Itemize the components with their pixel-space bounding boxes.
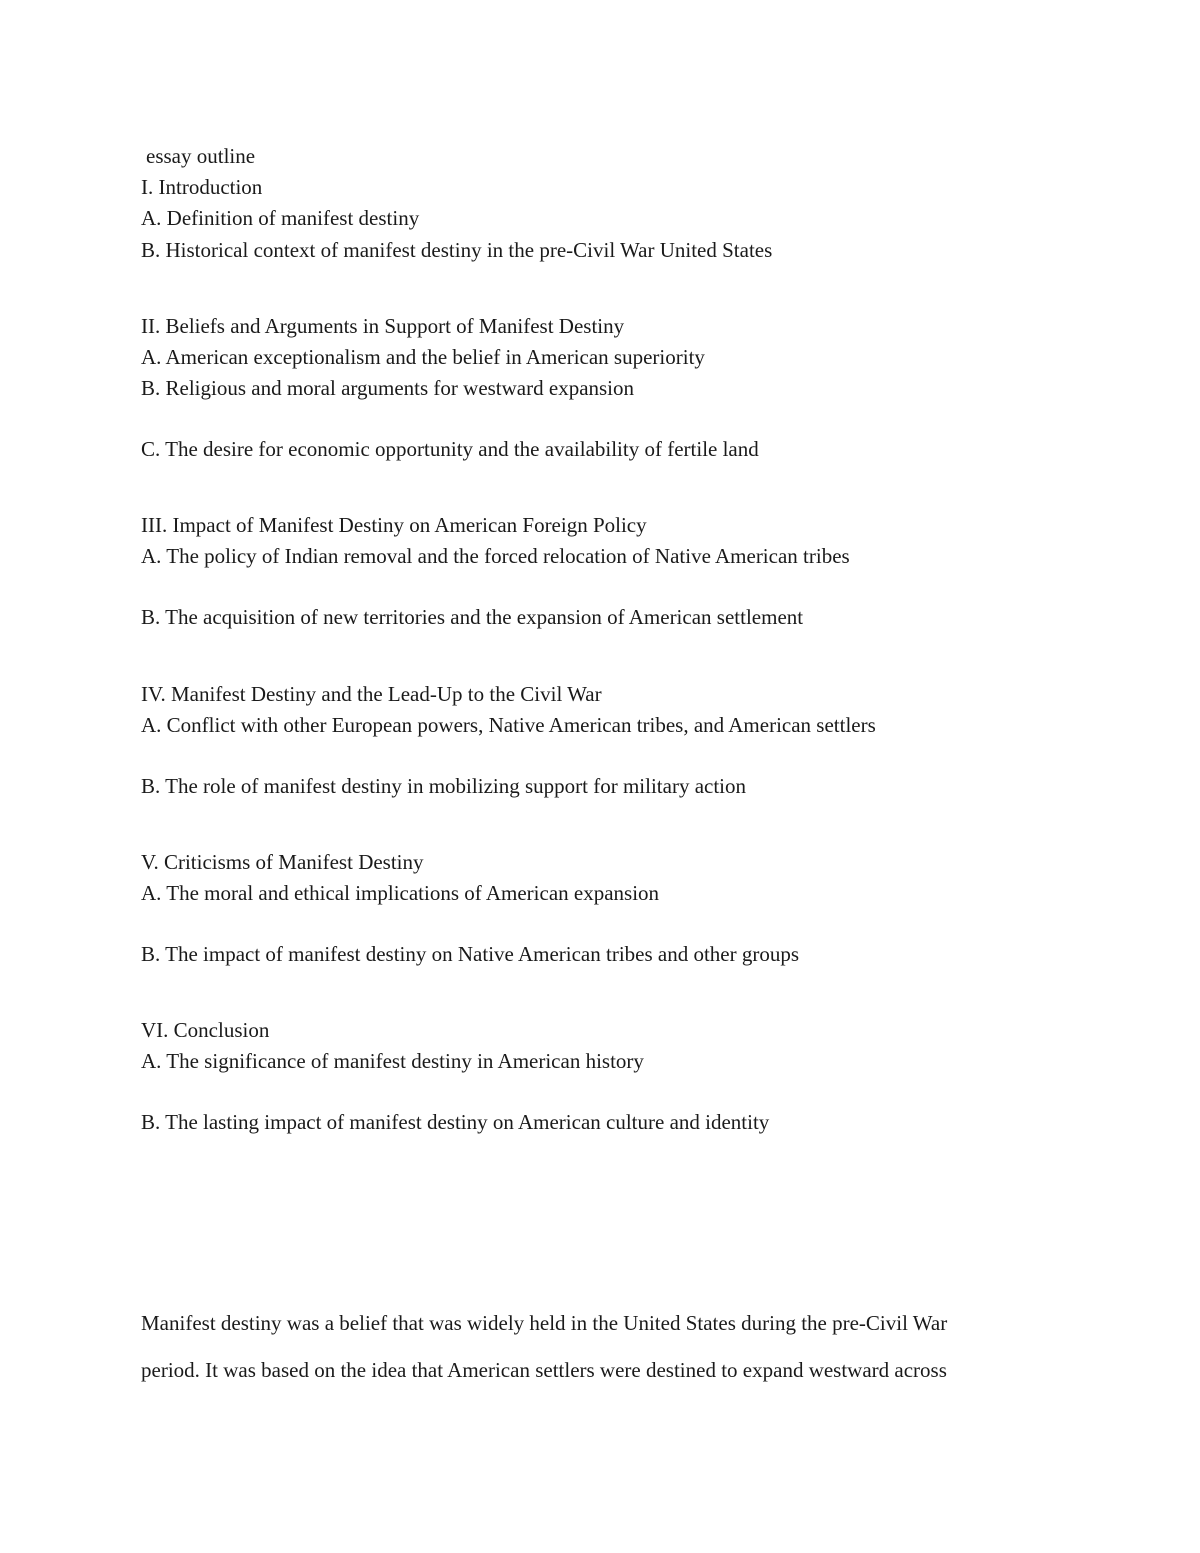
outline-item: A. American exceptionalism and the belief in American superiority bbox=[141, 345, 705, 369]
section-heading-introduction: I. Introduction bbox=[141, 175, 263, 199]
outline-item: B. The lasting impact of manifest destiny on American culture and identity bbox=[141, 1110, 770, 1134]
outline-title: essay outline bbox=[146, 144, 256, 168]
outline-item: A. The policy of Indian removal and the forced relocation of Native American tribes bbox=[141, 544, 850, 568]
outline-item: B. The role of manifest destiny in mobilizing support for military action bbox=[141, 774, 747, 798]
section-heading-foreign-policy: III. Impact of Manifest Destiny on American Foreign Policy bbox=[141, 513, 647, 537]
outline-item: B. Historical context of manifest destiny in the pre-Civil War United States bbox=[141, 238, 773, 262]
essay-body-line: Manifest destiny was a belief that was widely held in the United States during the pre-Civil War bbox=[141, 1311, 948, 1335]
outline-item: A. Conflict with other European powers, Native American tribes, and American settlers bbox=[141, 713, 876, 737]
section-heading-conclusion: VI. Conclusion bbox=[141, 1018, 270, 1042]
section-heading-criticisms: V. Criticisms of Manifest Destiny bbox=[141, 850, 424, 874]
outline-item: A. Definition of manifest destiny bbox=[141, 206, 420, 230]
section-heading-beliefs: II. Beliefs and Arguments in Support of Manifest Destiny bbox=[141, 314, 625, 338]
outline-item: A. The significance of manifest destiny in American history bbox=[141, 1049, 644, 1073]
outline-item: B. The impact of manifest destiny on Native American tribes and other groups bbox=[141, 942, 800, 966]
essay-body-line: period. It was based on the idea that American settlers were destined to expand westward across bbox=[141, 1358, 947, 1382]
section-heading-civil-war: IV. Manifest Destiny and the Lead-Up to the Civil War bbox=[141, 682, 602, 706]
outline-item: B. The acquisition of new territories and the expansion of American settlement bbox=[141, 605, 804, 629]
outline-item: A. The moral and ethical implications of American expansion bbox=[141, 881, 660, 905]
outline-item: B. Religious and moral arguments for westward expansion bbox=[141, 376, 635, 400]
outline-item: C. The desire for economic opportunity and the availability of fertile land bbox=[141, 437, 759, 461]
